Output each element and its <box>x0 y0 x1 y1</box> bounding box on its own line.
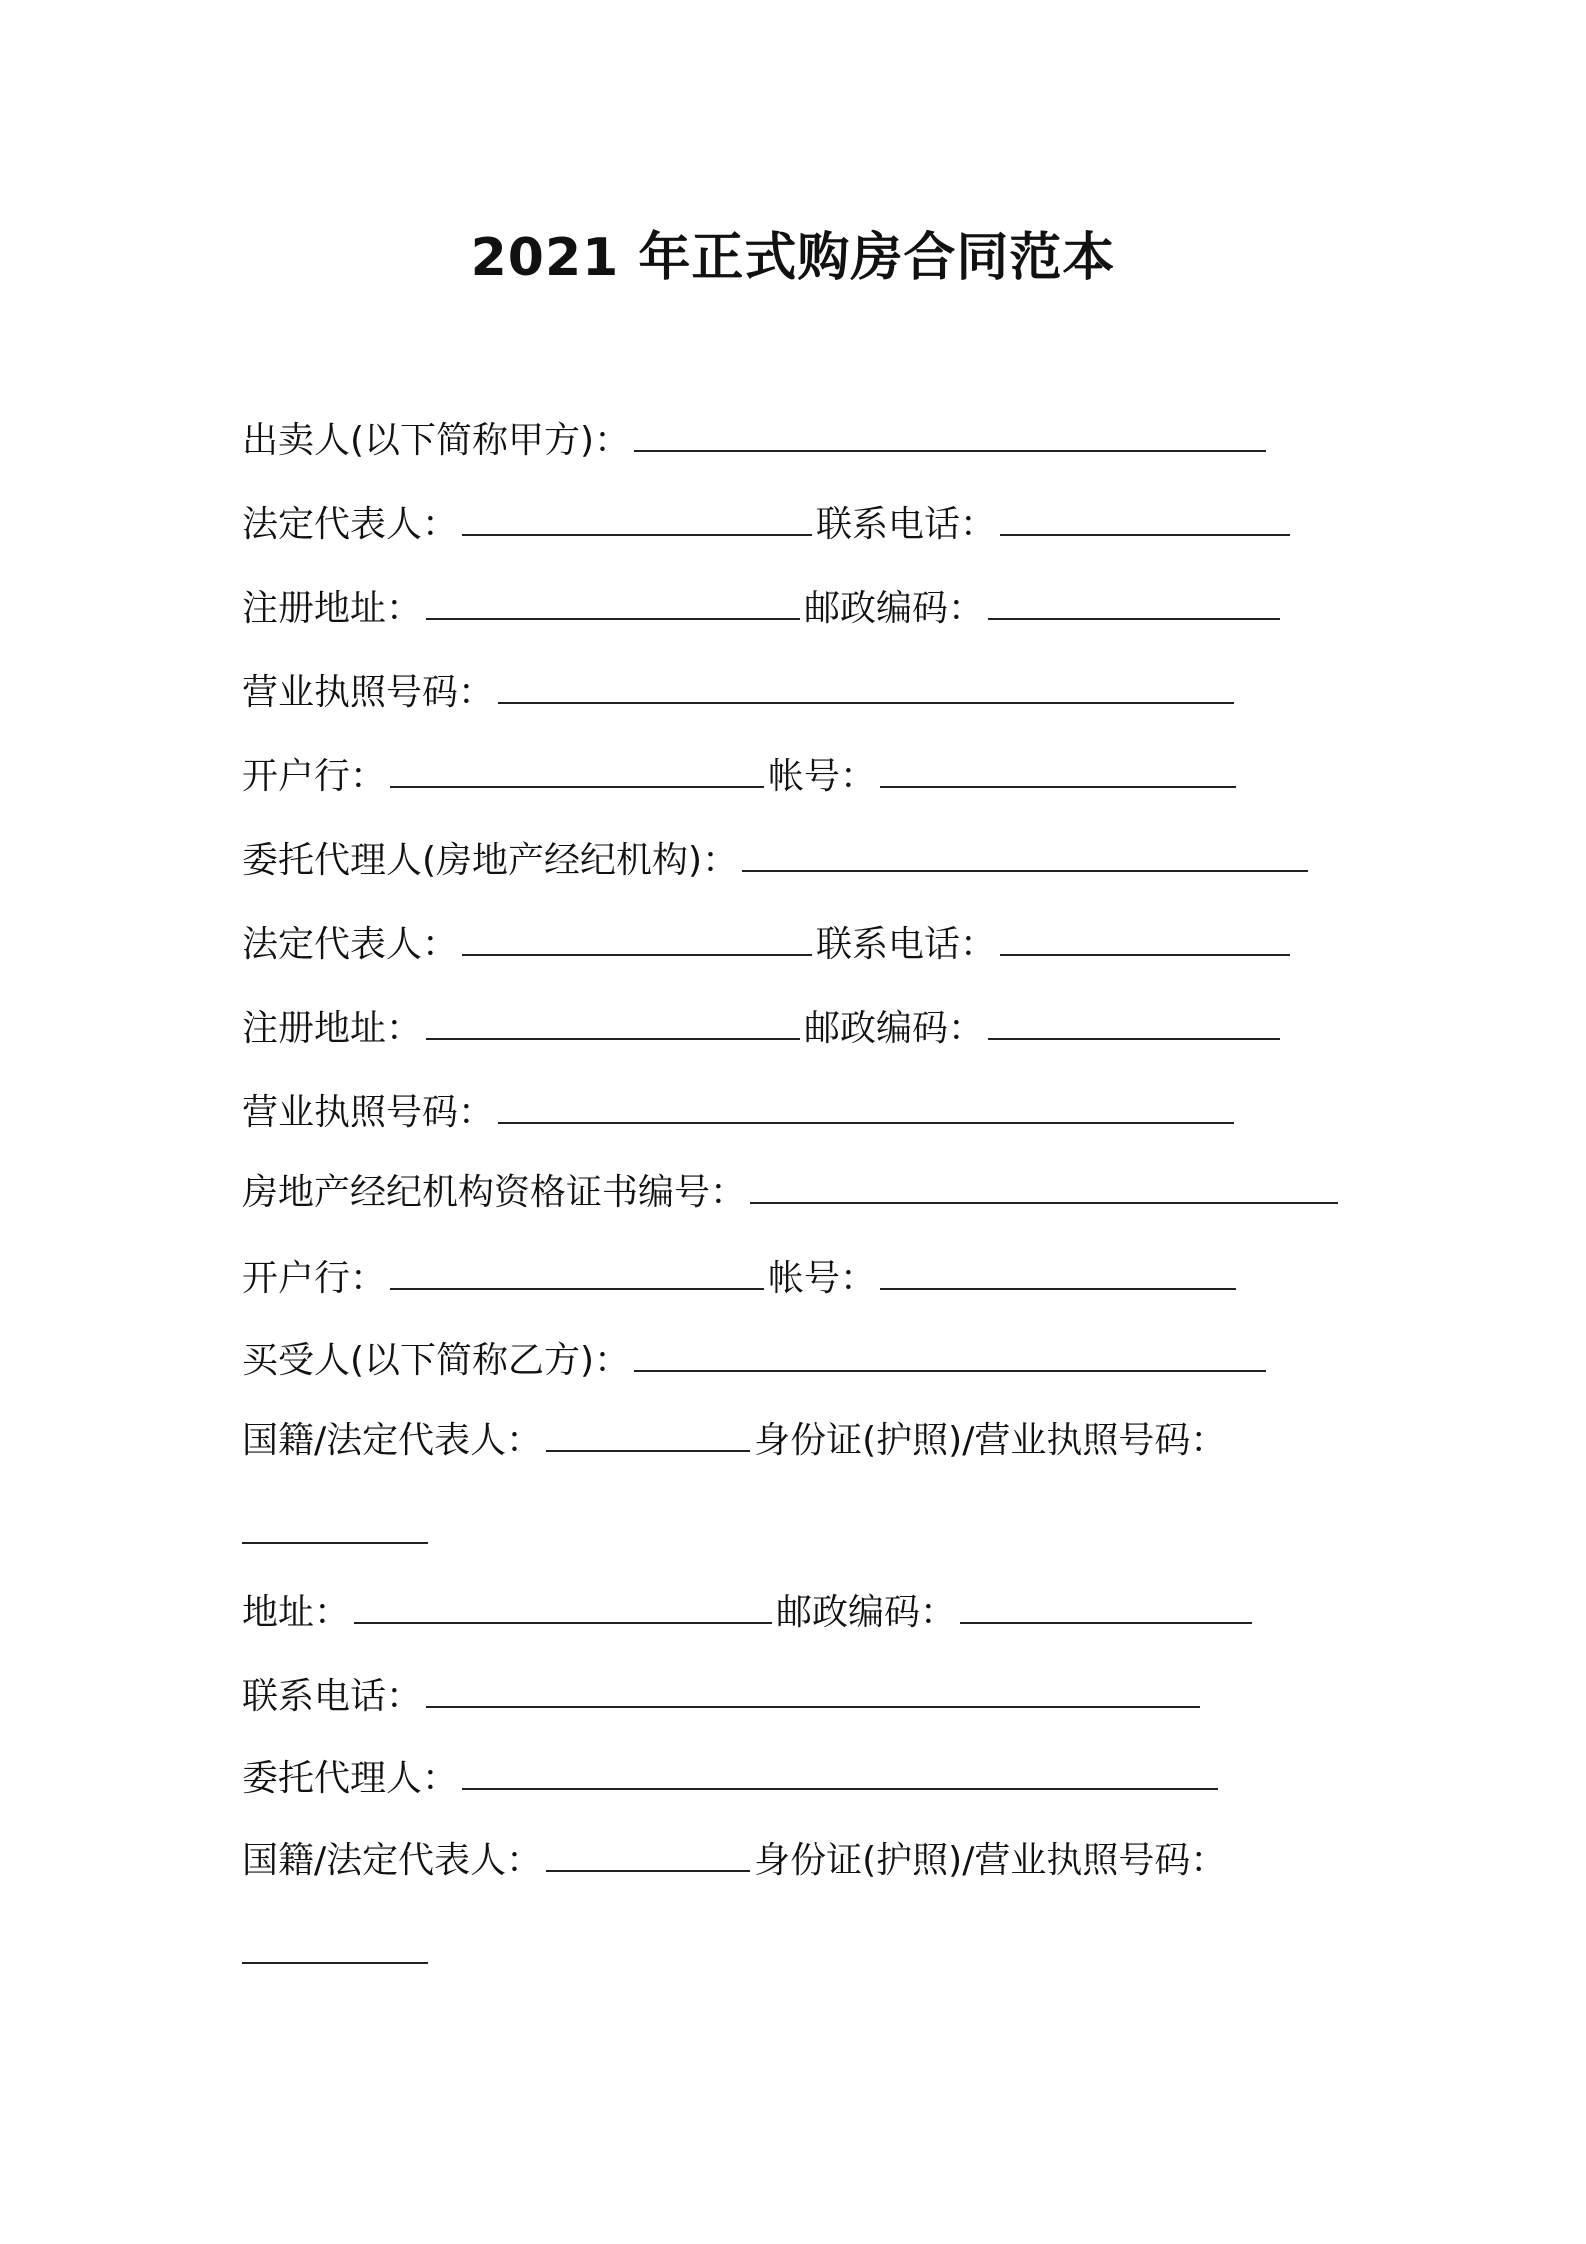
postcode-label: 邮政编码： <box>776 1592 957 1633</box>
seller-rep-line <box>242 494 1294 554</box>
seller-address-line <box>242 578 1284 638</box>
account-label: 帐号： <box>768 1258 877 1299</box>
buyer-agent-id-continuation-line <box>242 1922 432 1982</box>
business-license-blank[interactable] <box>498 662 1234 704</box>
agent-org-label: 委托代理人(房地产经纪机构)： <box>242 840 739 881</box>
legal-rep-label: 法定代表人： <box>242 924 459 965</box>
agent-blank[interactable] <box>462 1748 1218 1790</box>
phone-label: 联系电话： <box>242 1676 423 1717</box>
nationality-rep-blank[interactable] <box>546 1830 750 1872</box>
business-license-label: 营业执照号码： <box>242 672 495 713</box>
postcode-blank[interactable] <box>988 578 1280 620</box>
phone-blank[interactable] <box>426 1666 1200 1708</box>
bank-label: 开户行： <box>242 1258 387 1299</box>
agent-cert-label: 房地产经纪机构资格证书编号： <box>242 1172 747 1213</box>
address-blank[interactable] <box>354 1582 772 1624</box>
account-blank[interactable] <box>880 746 1236 788</box>
seller-blank[interactable] <box>634 410 1266 452</box>
bank-blank[interactable] <box>390 1248 764 1290</box>
postcode-blank[interactable] <box>960 1582 1252 1624</box>
document-title: 2021 年正式购房合同范本 <box>470 228 1116 288</box>
seller-line <box>242 410 1270 470</box>
business-license-blank[interactable] <box>498 1082 1234 1124</box>
reg-address-label: 注册地址： <box>242 588 423 629</box>
buyer-nationality-line <box>242 1410 1226 1470</box>
legal-rep-blank[interactable] <box>462 914 812 956</box>
agent-label: 委托代理人： <box>242 1758 459 1799</box>
account-blank[interactable] <box>880 1248 1236 1290</box>
agent-rep-line <box>242 914 1294 974</box>
buyer-phone-line <box>242 1666 1204 1726</box>
agent-bank-line <box>242 1248 1240 1308</box>
agent-org-blank[interactable] <box>742 830 1308 872</box>
seller-label: 出卖人(以下简称甲方)： <box>242 420 631 461</box>
legal-rep-label: 法定代表人： <box>242 504 459 545</box>
contact-phone-blank[interactable] <box>1000 494 1290 536</box>
buyer-agent-line <box>242 1748 1222 1808</box>
reg-address-blank[interactable] <box>426 578 800 620</box>
postcode-label: 邮政编码： <box>804 1008 985 1049</box>
contact-phone-label: 联系电话： <box>816 924 997 965</box>
contact-phone-blank[interactable] <box>1000 914 1290 956</box>
buyer-line <box>242 1330 1270 1390</box>
contact-phone-label: 联系电话： <box>816 504 997 545</box>
id-passport-license-blank[interactable] <box>242 1922 428 1964</box>
buyer-agent-nationality-line <box>242 1830 1226 1890</box>
buyer-id-continuation-line <box>242 1502 432 1562</box>
address-label: 地址： <box>242 1592 351 1633</box>
buyer-address-line <box>242 1582 1256 1642</box>
business-license-label: 营业执照号码： <box>242 1092 495 1133</box>
agent-org-line <box>242 830 1312 890</box>
bank-blank[interactable] <box>390 746 764 788</box>
postcode-label: 邮政编码： <box>804 588 985 629</box>
legal-rep-blank[interactable] <box>462 494 812 536</box>
seller-bank-line <box>242 746 1240 806</box>
id-passport-license-label: 身份证(护照)/营业执照号码： <box>754 1420 1227 1461</box>
agent-cert-blank[interactable] <box>750 1162 1338 1204</box>
reg-address-label: 注册地址： <box>242 1008 423 1049</box>
buyer-blank[interactable] <box>634 1330 1266 1372</box>
buyer-label: 买受人(以下简称乙方)： <box>242 1340 631 1381</box>
nationality-rep-blank[interactable] <box>546 1410 750 1452</box>
agent-cert-line <box>242 1162 1342 1222</box>
agent-address-line <box>242 998 1284 1058</box>
seller-license-line <box>242 662 1238 722</box>
id-passport-license-blank[interactable] <box>242 1502 428 1544</box>
account-label: 帐号： <box>768 756 877 797</box>
nationality-rep-label: 国籍/法定代表人： <box>242 1840 543 1881</box>
nationality-rep-label: 国籍/法定代表人： <box>242 1420 543 1461</box>
agent-license-line <box>242 1082 1238 1142</box>
reg-address-blank[interactable] <box>426 998 800 1040</box>
id-passport-license-label: 身份证(护照)/营业执照号码： <box>754 1840 1227 1881</box>
bank-label: 开户行： <box>242 756 387 797</box>
postcode-blank[interactable] <box>988 998 1280 1040</box>
